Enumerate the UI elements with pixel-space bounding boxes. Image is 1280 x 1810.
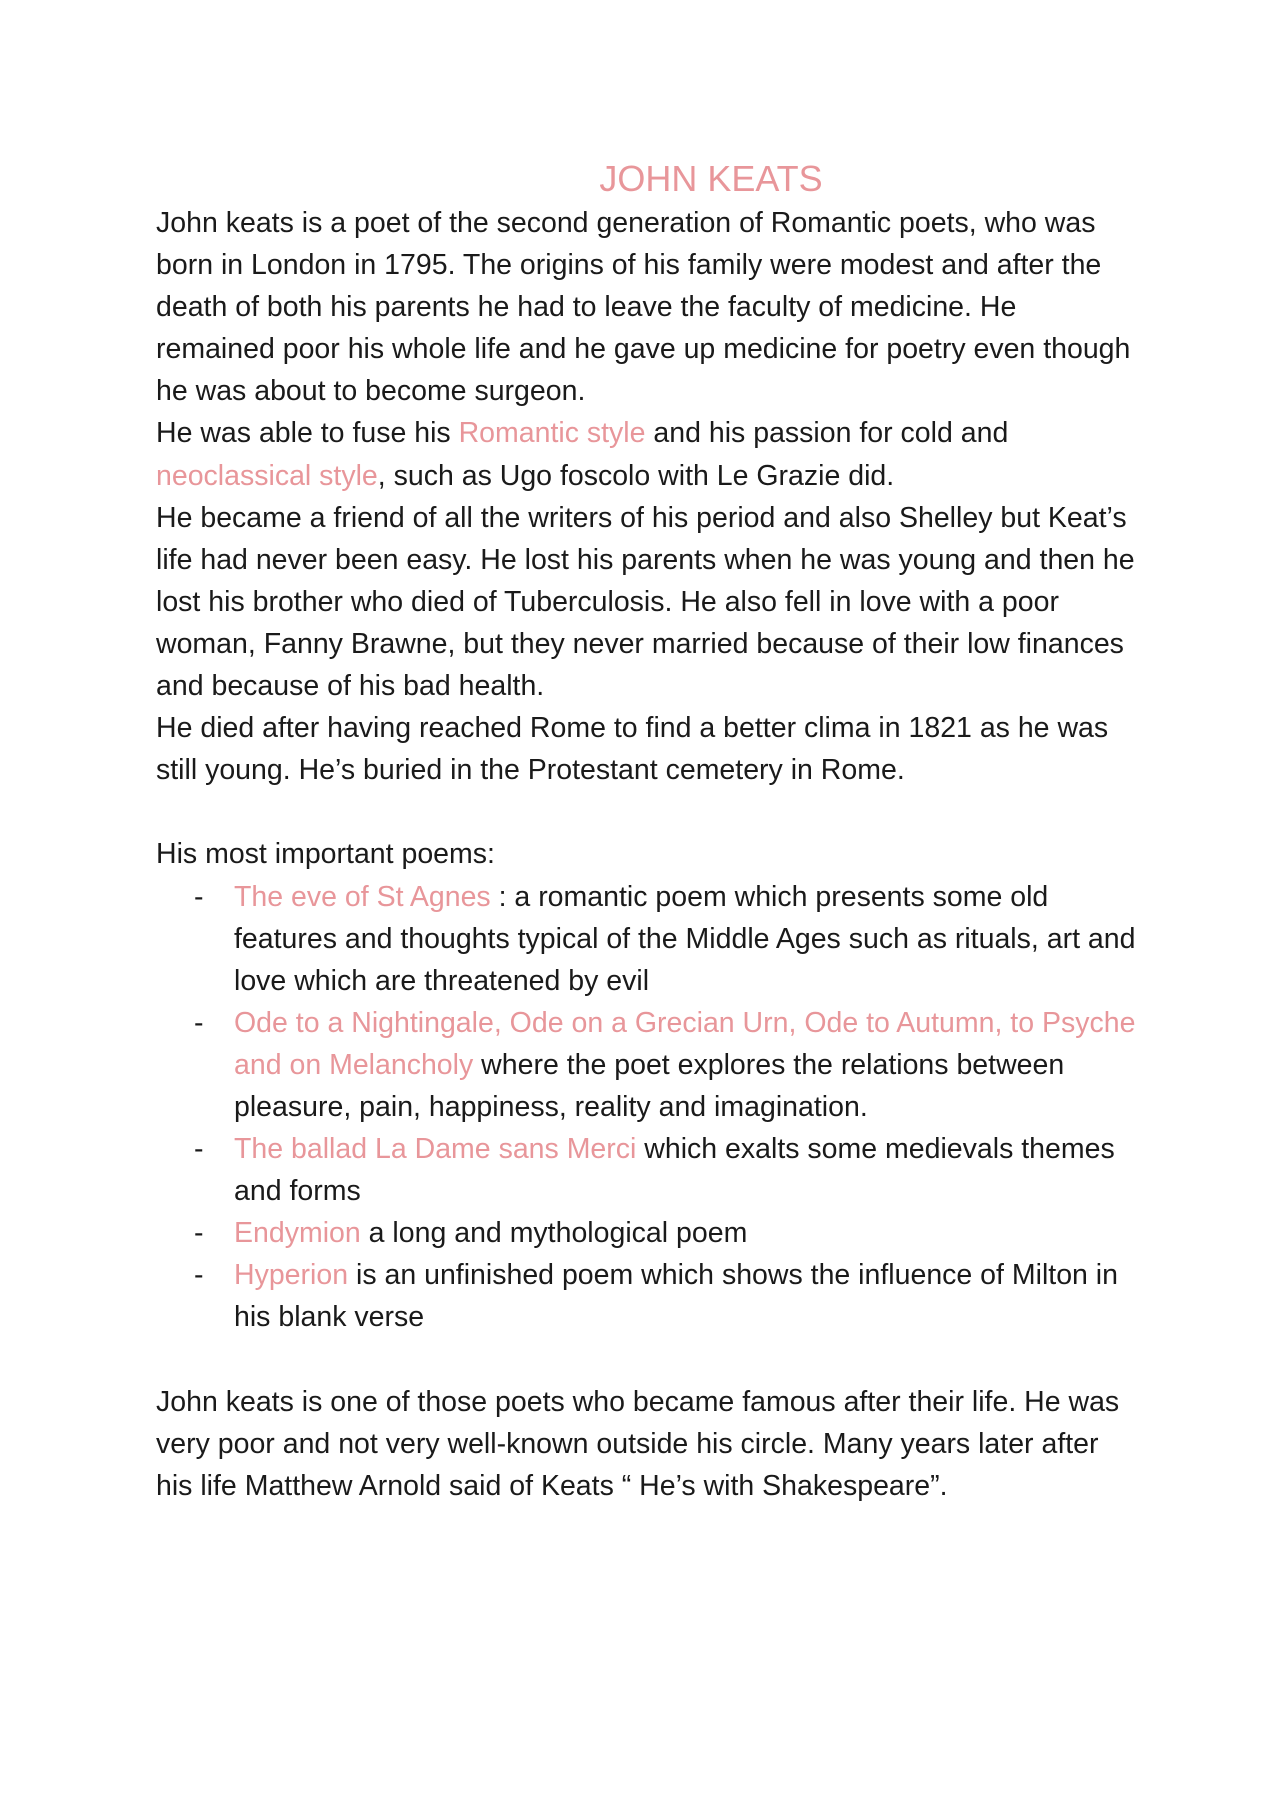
conclusion-paragraph: John keats is one of those poets who became famous after their life. He was very poor and not very well-known outside his circle. Many years later after his life Matthew Arnold said of Keats “ He’s with Shakespeare”. bbox=[156, 1385, 1120, 1502]
poem-description: a long and mythological poem bbox=[360, 1217, 748, 1250]
poem-title: The eve of St Agnes bbox=[234, 880, 491, 913]
poems-list bbox=[156, 876, 1136, 1339]
poem-title: Hyperion bbox=[234, 1259, 349, 1292]
list-bullet: - bbox=[194, 880, 204, 913]
list-item bbox=[156, 876, 1136, 1002]
list-item bbox=[156, 1212, 1136, 1254]
poem-description: where the poet explores the relations between pleasure, pain, happiness, reality and imagination. bbox=[234, 1048, 1065, 1123]
poem-description: : a romantic poem which presents some old features and thoughts typical of the Middle Ages such as rituals, art and love which are threatened by evil bbox=[234, 880, 1136, 997]
poem-title: Endymion bbox=[234, 1217, 361, 1250]
blank-line bbox=[156, 1339, 1136, 1381]
highlight-romantic-style: Romantic style bbox=[458, 417, 646, 450]
list-bullet: - bbox=[194, 1217, 204, 1250]
list-item bbox=[156, 1002, 1136, 1128]
intro-p2-before: He was able to fuse his bbox=[156, 417, 459, 450]
intro-p2-mid: and his passion for cold and bbox=[645, 417, 1009, 450]
poem-description: is an unfinished poem which shows the influence of Milton in his blank verse bbox=[234, 1259, 1118, 1334]
highlight-neoclassical-style: neoclassical style bbox=[156, 459, 378, 492]
poem-description: which exalts some medievals themes and forms bbox=[234, 1133, 1115, 1208]
poem-title: Ode to a Nightingale, Ode on a Grecian Urn, Ode to Autumn, to Psyche and on Melancholy bbox=[234, 1006, 1136, 1081]
list-bullet: - bbox=[194, 1259, 204, 1292]
intro-paragraph-1: John keats is a poet of the second generation of Romantic poets, who was born in London in 1795. The origins of his family were modest and after the death of both his parents he had to leave the faculty of medicine. He remained poor his whole life and he gave up medicine for poetry even though he was about to become surgeon. bbox=[156, 207, 1131, 408]
intro-p2-after: , such as Ugo foscolo with Le Grazie did. bbox=[377, 459, 895, 492]
list-item bbox=[156, 1254, 1136, 1338]
blank-line bbox=[156, 791, 1136, 833]
intro-paragraph-3: He became a friend of all the writers of his period and also Shelley but Keat’s life had never been easy. He lost his parents when he was young and then he lost his brother who died of Tuberculosis. He also fell in love with a poor woman, Fanny Brawne, but they never married because of their low finances and because of his bad health. bbox=[156, 501, 1135, 703]
list-bullet: - bbox=[194, 1133, 204, 1166]
page-title: JOHN KEATS bbox=[599, 158, 823, 199]
list-item bbox=[156, 1128, 1136, 1212]
poems-heading: His most important poems: bbox=[156, 838, 495, 871]
intro-paragraph-2 bbox=[156, 412, 1136, 496]
intro-paragraph-4: He died after having reached Rome to find a better clima in 1821 as he was still young. He’s buried in the Protestant cemetery in Rome. bbox=[156, 712, 1109, 787]
poem-title: The ballad La Dame sans Merci bbox=[234, 1133, 637, 1166]
document-page bbox=[156, 156, 1136, 1507]
list-bullet: - bbox=[194, 1006, 204, 1039]
